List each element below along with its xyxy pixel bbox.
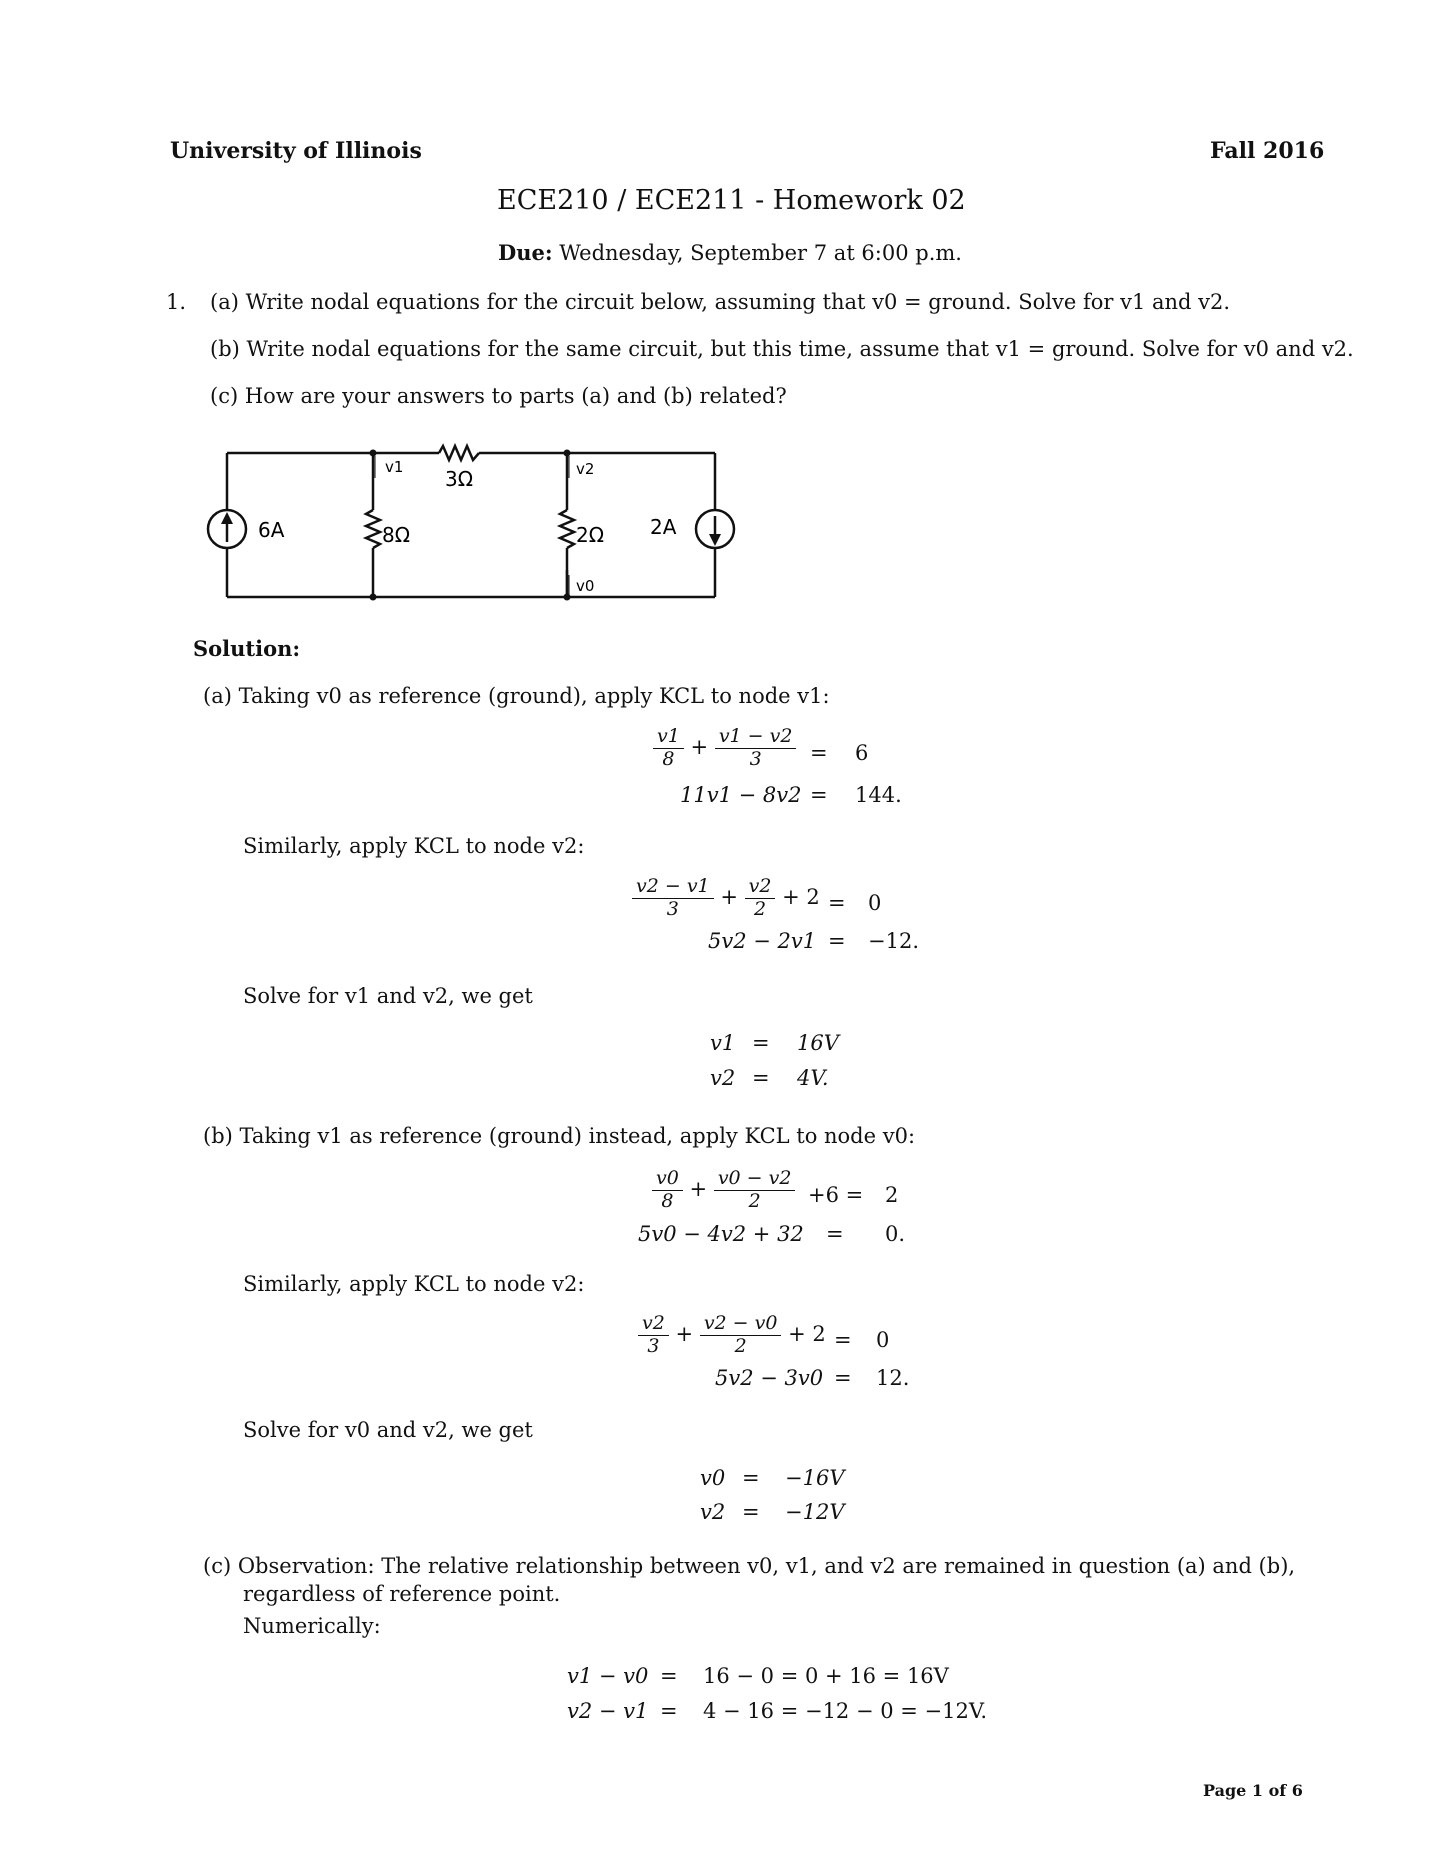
eq-b4-rhs: 12.	[876, 1366, 910, 1390]
label-8ohm: 8Ω	[382, 523, 411, 547]
label-2ohm: 2Ω	[576, 523, 605, 547]
node-label-v0: v0	[576, 577, 595, 595]
result-a2-rel: =	[752, 1066, 770, 1090]
part-label: (b)	[203, 1124, 233, 1148]
result-b2-rel: =	[742, 1500, 760, 1524]
solution-a-similarly: Similarly, apply KCL to node v2:	[243, 834, 585, 858]
solution-a-solve: Solve for v1 and v2, we get	[243, 984, 533, 1008]
part-label: (c)	[210, 384, 239, 408]
label-2a: 2A	[650, 515, 677, 539]
node-label-v2: v2	[576, 460, 595, 478]
part-label: (a)	[210, 290, 239, 314]
arrow-up-icon	[221, 512, 233, 524]
eq-a1-rhs: 6	[855, 741, 869, 765]
label-6a: 6A	[258, 518, 285, 542]
solution-c-line3: Numerically:	[243, 1614, 381, 1638]
part-label: (c)	[203, 1554, 232, 1578]
eq-a4-lhs: 5v2 − 2v1	[708, 929, 817, 953]
circuit-diagram	[195, 440, 755, 610]
result-c1-rel: =	[660, 1664, 678, 1688]
eq-a2-rhs: 144.	[855, 783, 902, 807]
result-a2-lhs: v2	[710, 1066, 736, 1090]
result-a1-lhs: v1	[710, 1031, 736, 1055]
page-number: Page 1 of 6	[1203, 1781, 1303, 1800]
eq-a4-rhs: −12.	[868, 929, 919, 953]
problem-number: 1.	[166, 290, 187, 314]
solution-a-intro	[203, 684, 830, 708]
result-c2-lhs: v2 − v1	[567, 1699, 649, 1723]
node-dot	[564, 594, 571, 601]
label-3ohm: 3Ω	[445, 467, 474, 491]
result-c1-rhs: 16 − 0 = 0 + 16 = 16V	[703, 1664, 949, 1688]
result-a1-rhs: 16V	[797, 1031, 839, 1055]
problem-part-c	[210, 384, 787, 408]
part-label: (b)	[210, 337, 240, 361]
eq-b3-rel: =	[834, 1328, 852, 1352]
resistor-3ohm	[439, 446, 479, 460]
solution-heading: Solution:	[193, 636, 301, 661]
result-a2-rhs: 4V.	[797, 1066, 829, 1090]
eq-b4-rel: =	[834, 1366, 852, 1390]
eq-a1-rel: =	[810, 741, 828, 765]
intro-text: Taking v1 as reference (ground) instead, apply KCL to node v0:	[239, 1124, 916, 1148]
eq-a3-rhs: 0	[868, 891, 882, 915]
solution-b-intro	[203, 1124, 915, 1148]
result-a1-rel: =	[752, 1031, 770, 1055]
result-b1-rel: =	[742, 1466, 760, 1490]
institution: University of Illinois	[170, 138, 422, 164]
problem-part-a	[210, 290, 1230, 314]
node-dot	[370, 450, 377, 457]
equation-b3: $\frac{v2}{3}$ + $\frac{v2 - v0}{2}$ + 2	[638, 1313, 826, 1358]
eq-a3-rel: =	[828, 891, 846, 915]
result-b1-rhs: −16V	[785, 1466, 845, 1490]
eq-b4-lhs: 5v2 − 3v0	[715, 1366, 824, 1390]
result-b2-rhs: −12V	[785, 1500, 845, 1524]
eq-b2-rel: =	[826, 1222, 844, 1246]
part-text: Write nodal equations for the circuit below, assuming that v0 = ground. Solve for v1 and v2.	[245, 290, 1231, 314]
solution-c-line2: regardless of reference point.	[243, 1582, 561, 1606]
eq-b2-lhs: 5v0 − 4v2 + 32	[638, 1222, 804, 1246]
problem-part-b	[210, 337, 1354, 361]
result-c2-rel: =	[660, 1699, 678, 1723]
result-b2-lhs: v2	[700, 1500, 726, 1524]
equation-a1: $\frac{v1}{8}$ + $\frac{v1 - v2}{3}$	[653, 726, 796, 771]
solution-b-solve: Solve for v0 and v2, we get	[243, 1418, 533, 1442]
due-text: Wednesday, September 7 at 6:00 p.m.	[559, 241, 962, 265]
eq-a2-rel: =	[810, 783, 828, 807]
part-text: How are your answers to parts (a) and (b) related?	[244, 384, 787, 408]
node-label-v1: v1	[385, 458, 404, 476]
result-b1-lhs: v0	[700, 1466, 726, 1490]
resistor-2ohm	[560, 510, 574, 548]
arrow-down-icon	[709, 534, 721, 546]
part-label: (a)	[203, 684, 232, 708]
node-dot	[564, 450, 571, 457]
node-dot	[370, 594, 377, 601]
solution-b-similarly: Similarly, apply KCL to node v2:	[243, 1272, 585, 1296]
term: Fall 2016	[1210, 138, 1325, 164]
resistor-8ohm	[366, 510, 380, 548]
eq-a4-rel: =	[828, 929, 846, 953]
result-c2-rhs: 4 − 16 = −12 − 0 = −12V.	[703, 1699, 988, 1723]
eq-b2-rhs: 0.	[885, 1222, 906, 1246]
equation-a3: $\frac{v2 - v1}{3}$ + $\frac{v2}{2}$ + 2	[632, 876, 820, 921]
result-c1-lhs: v1 − v0	[567, 1664, 649, 1688]
solution-c-line1	[203, 1554, 1295, 1578]
equation-b1: $\frac{v0}{8}$ + $\frac{v0 - v2}{2}$	[652, 1168, 795, 1213]
eq-a2-lhs: 11v1 − 8v2	[680, 783, 802, 807]
due-line	[498, 240, 962, 265]
intro-text: Taking v0 as reference (ground), apply KCL to node v1:	[238, 684, 830, 708]
part-text: Write nodal equations for the same circuit, but this time, assume that v1 = ground. Solve for v0 and v2.	[246, 337, 1354, 361]
eq-b1-rhs: 2	[885, 1183, 899, 1207]
due-label: Due:	[498, 240, 553, 265]
observation-text: Observation: The relative relationship between v0, v1, and v2 are remained in question (a) and (b),	[237, 1554, 1296, 1578]
homework-title: ECE210 / ECE211 - Homework 02	[497, 185, 966, 216]
eq-b1-tail: +6 =	[808, 1183, 864, 1207]
eq-b3-rhs: 0	[876, 1328, 890, 1352]
